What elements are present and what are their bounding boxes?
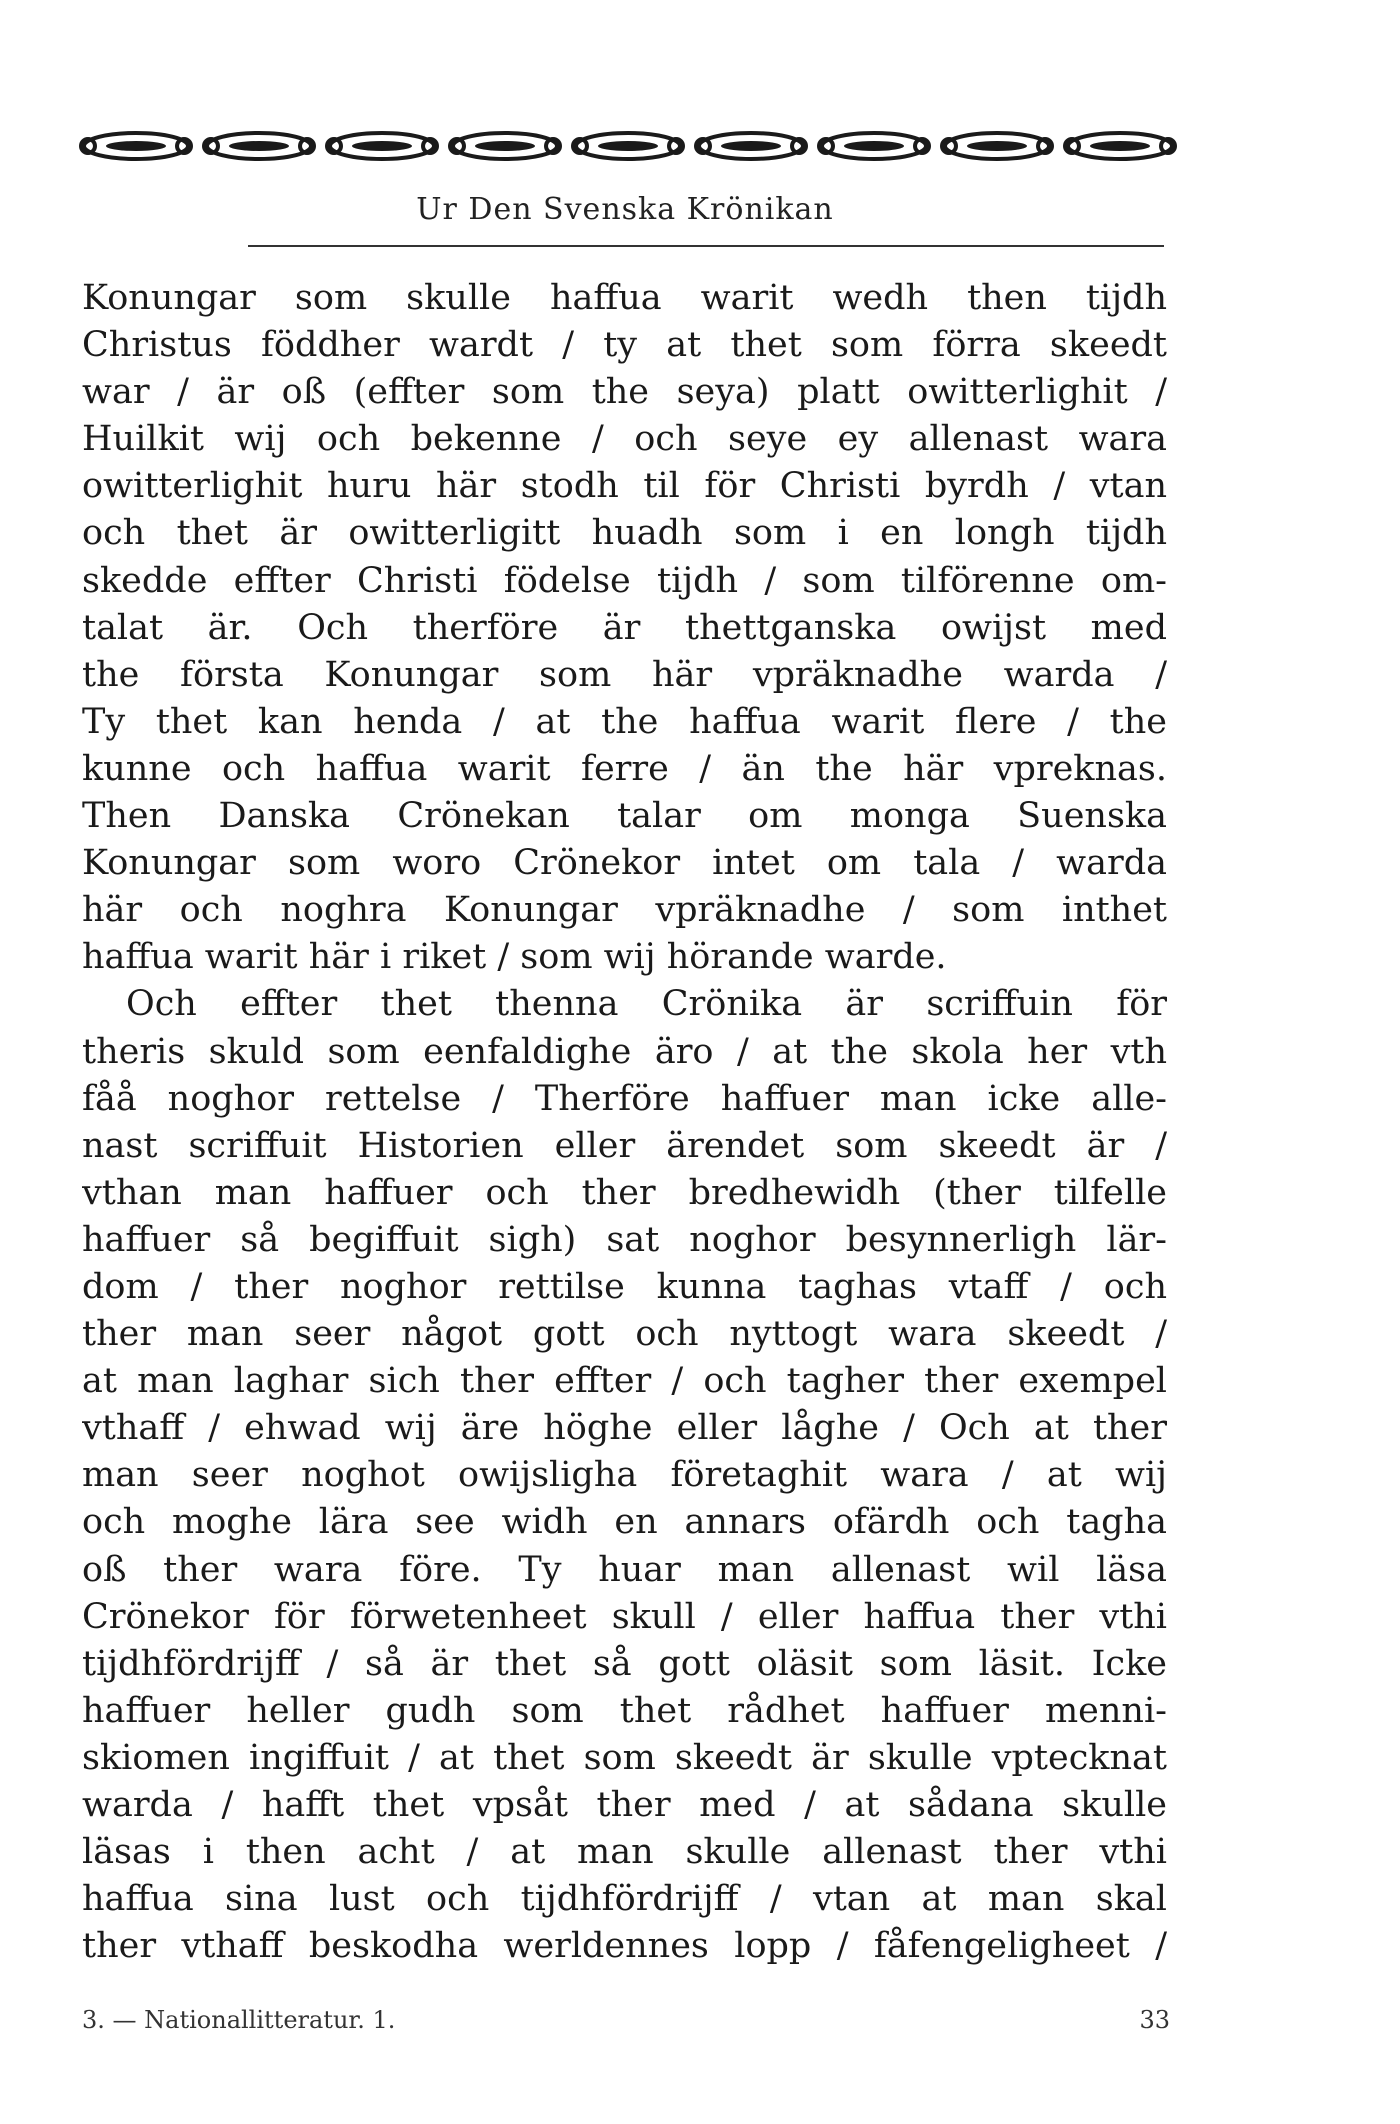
text-line: Konungar som woro Crönekor intet om tala / warda xyxy=(82,843,1167,884)
page-number: 33 xyxy=(1139,2006,1170,2034)
text-line: kunne och haffua warit ferre / än the här vpreknas. xyxy=(82,748,1167,789)
text-line: vthan man haffuer och ther bredhewidh (ther tilfelle xyxy=(82,1172,1167,1213)
text-line: Konungar som skulle haffua warit wedh then tijdh xyxy=(82,278,1167,318)
text-line: haffuer heller gudh som thet rådhet haffuer menni- xyxy=(82,1690,1167,1731)
text-line: dom / ther noghor rettilse kunna taghas vtaff / och xyxy=(82,1266,1167,1307)
text-line: Huilkit wij och bekenne / och seye ey allenast wara xyxy=(82,419,1167,460)
running-title: Ur Den Svenska Krönikan xyxy=(416,192,834,227)
text-line: Ty thet kan henda / at the haffua warit flere / the xyxy=(82,701,1167,742)
text-line: här och noghra Konungar vpräknadhe / som inthet xyxy=(82,890,1167,931)
text-line: Christus föddher wardt / ty at thet som förra skeedt xyxy=(82,325,1167,366)
text-line: haffua warit här i riket / som wij hörande warde. xyxy=(82,937,947,978)
text-line: och thet är owitterligitt huadh som i en longh tijdh xyxy=(82,513,1167,554)
text-line: war / är oß (effter som the seya) platt owitterlighit / xyxy=(82,372,1167,413)
text-line: nast scriffuit Historien eller ärendet som skeedt är / xyxy=(82,1125,1167,1166)
header-ornament-band xyxy=(74,126,1184,166)
text-line: tijdhfördrijff / så är thet så gott oläsit som läsit. Icke xyxy=(82,1643,1167,1684)
text-line: oß ther wara före. Ty huar man allenast wil läsa xyxy=(82,1549,1167,1590)
body-text xyxy=(82,275,1167,1970)
text-line: och moghe lära see widh en annars ofärdh och tagha xyxy=(82,1502,1167,1543)
text-line: skedde effter Christi födelse tijdh / som tilförenne om- xyxy=(82,560,1167,601)
text-line: Crönekor för förwetenheet skull / eller haffua ther vthi xyxy=(82,1596,1167,1637)
text-line: fåå noghor rettelse / Therföre haffuer man icke alle- xyxy=(82,1078,1167,1119)
text-line: läsas i then acht / at man skulle allenast ther vthi xyxy=(82,1832,1167,1873)
text-line: theris skuld som eenfaldighe äro / at the skola her vth xyxy=(82,1031,1167,1072)
header-rule xyxy=(248,245,1164,247)
footer-signature: 3. — Nationallitteratur. 1. xyxy=(82,2006,396,2034)
text-line: talat är. Och therföre är thettganska owijst med xyxy=(82,607,1167,648)
text-line: skiomen ingiffuit / at thet som skeedt är skulle vptecknat xyxy=(82,1737,1167,1778)
text-line: warda / hafft thet vpsåt ther med / at sådana skulle xyxy=(82,1785,1167,1825)
text-line: ther vthaff beskodha werldennes lopp / fåfengeligheet / xyxy=(82,1926,1167,1967)
text-line: the första Konungar som här vpräknadhe warda / xyxy=(82,654,1167,695)
text-line: haffuer så begiffuit sigh) sat noghor besynnerligh lär- xyxy=(82,1219,1167,1260)
text-line: Then Danska Crönekan talar om monga Suenska xyxy=(82,796,1167,837)
text-line: Och effter thet thenna Crönika är scriffuin för xyxy=(126,984,1167,1025)
text-line: man seer noghot owijsligha företaghit wara / at wij xyxy=(82,1455,1167,1496)
text-line: haffua sina lust och tijdhfördrijff / vtan at man skal xyxy=(82,1879,1167,1920)
text-line: ther man seer något gott och nyttogt wara skeedt / xyxy=(82,1314,1167,1355)
text-line: vthaff / ehwad wij äre höghe eller låghe / Och at ther xyxy=(82,1408,1167,1449)
text-line: owitterlighit huru här stodh til för Christi byrdh / vtan xyxy=(82,466,1167,507)
text-line: at man laghar sich ther effter / och tagher ther exempel xyxy=(82,1361,1167,1402)
